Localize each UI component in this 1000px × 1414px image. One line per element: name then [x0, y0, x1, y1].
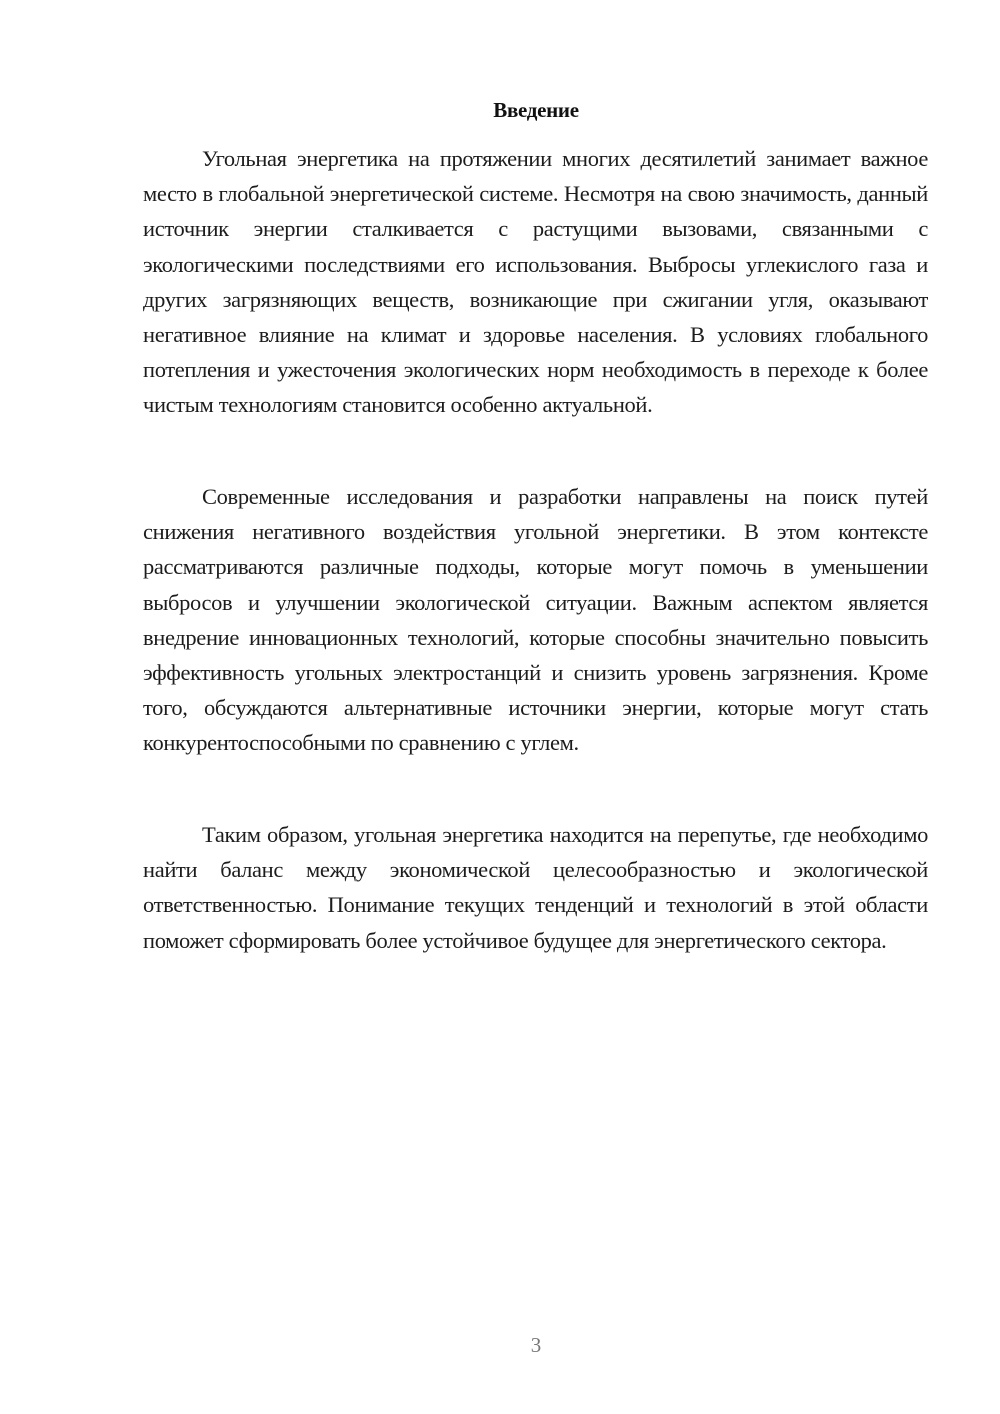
page-number: 3: [530, 1333, 542, 1357]
paragraph: Угольная энергетика на протяжении многих десятилетий занимает важное место в глобальной энергетической системе. Несмотря на свою значимость, данный источник энергии сталкивается с растущими вызовами, связанными с экологическими последствиями его использования. Выбросы углекислого газа и других загрязняющих веществ, возникающие при сжигании угля, оказывают негативное влияние на климат и здоровье населения. В условиях глобального потепления и ужесточения экологических норм необходимость в переходе к более чистым технологиям становится особенно актуальной.: [143, 146, 928, 418]
paragraph-1-container: [143, 141, 928, 423]
paragraph-3-container: [143, 817, 928, 958]
section-heading: Введение: [493, 98, 579, 122]
paragraph: Таким образом, угольная энергетика находится на перепутье, где необходимо найти баланс между экономической целесообразностью и экологической ответственностью. Понимание текущих тенденций и технологий в этой области поможет сформировать более устойчивое будущее для энергетического сектора.: [143, 822, 928, 953]
paragraph-2-container: [143, 479, 928, 761]
paragraph: Современные исследования и разработки направлены на поиск путей снижения негативного воздействия угольной энергетики. В этом контексте рассматриваются различные подходы, которые могут помочь в уменьшении выбросов и улучшении экологической ситуации. Важным аспектом является внедрение инновационных технологий, которые способны значительно повысить эффективность угольных электростанций и снизить уровень загрязнения. Кроме того, обсуждаются альтернативные источники энергии, которые могут стать конкурентоспособными по сравнению с углем.: [143, 484, 928, 756]
